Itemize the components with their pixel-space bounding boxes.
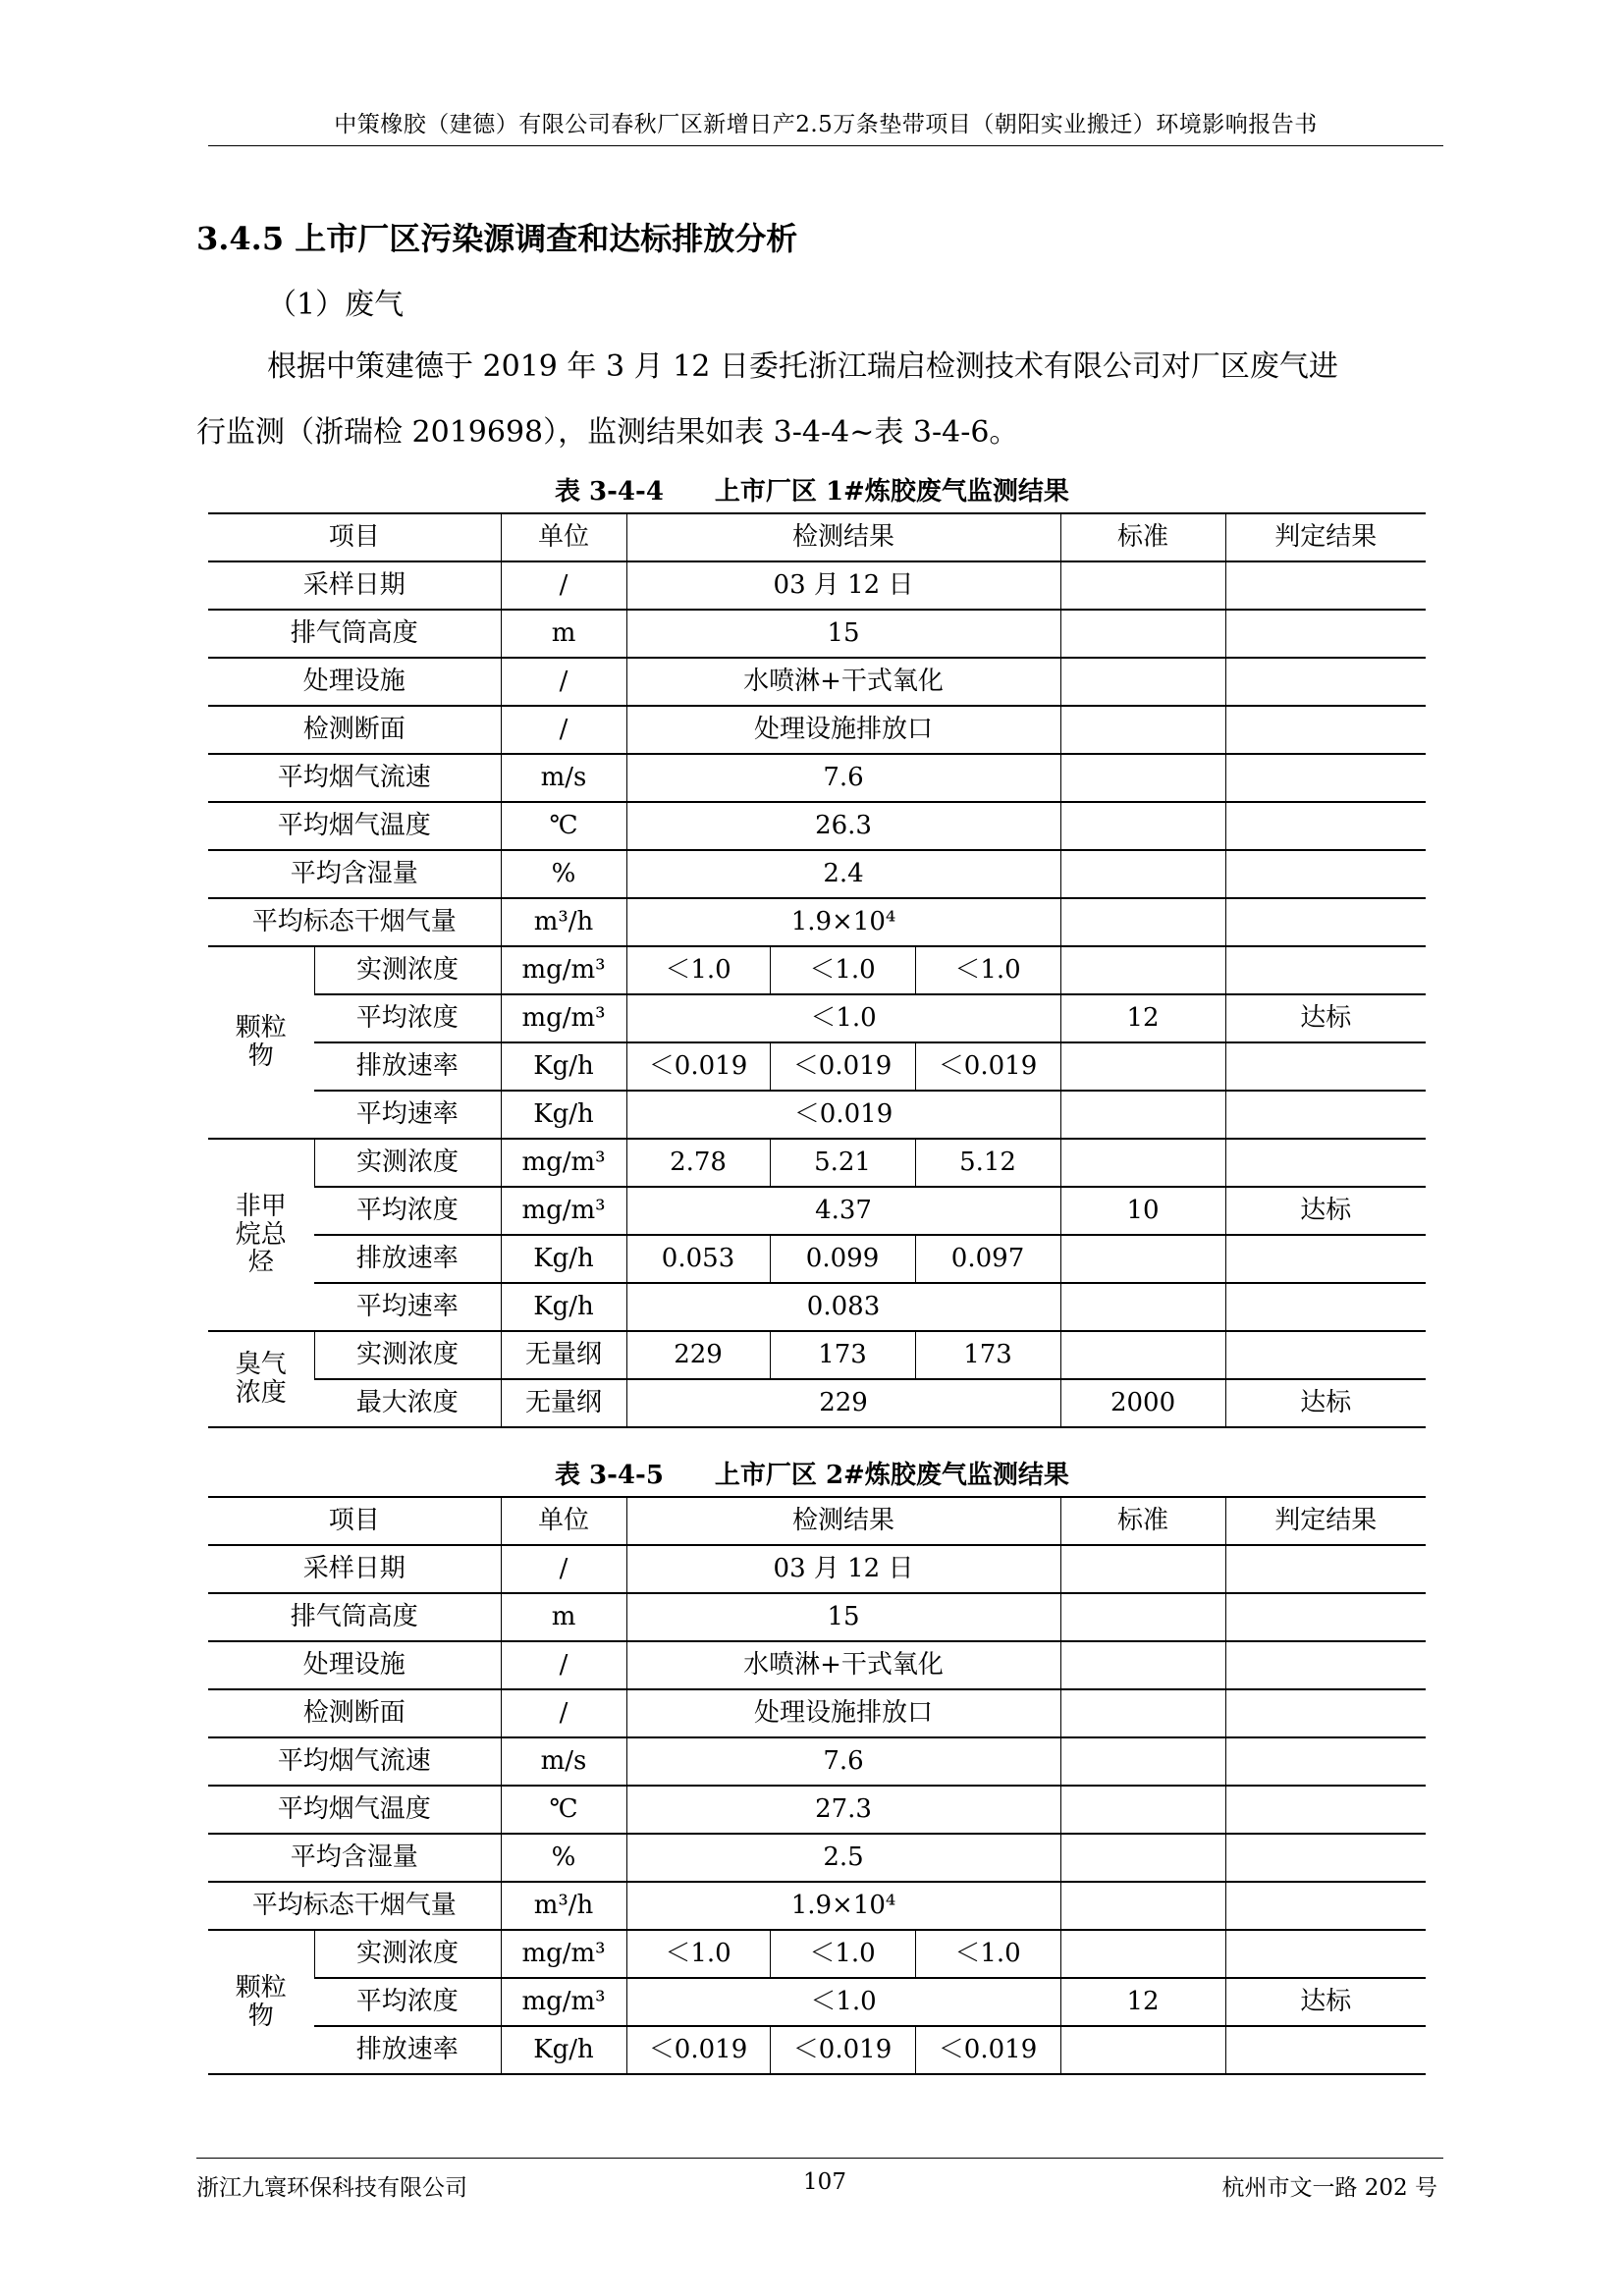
row-result: 03 月 12 日: [626, 1545, 1060, 1593]
table-row: [208, 994, 1426, 1042]
row-unit: ℃: [501, 1786, 626, 1834]
header-unit: 单位: [501, 1497, 626, 1545]
row-unit: mg/m³: [501, 1139, 626, 1187]
row-standard: [1060, 706, 1225, 754]
paragraph-line-2: 行监测（浙瑞检 2019698），监测结果如表 3-4-4~表 3-4-6。: [196, 415, 1019, 450]
table-row: [208, 1042, 1426, 1091]
row-unit: /: [501, 561, 626, 610]
row-item: 平均烟气温度: [208, 1786, 501, 1834]
row-unit: %: [501, 850, 626, 898]
row-judgement: [1225, 1235, 1426, 1283]
row-standard: [1060, 561, 1225, 610]
table-row: [208, 1593, 1426, 1641]
value-2: 173: [770, 1331, 915, 1379]
row-judgement: [1225, 754, 1426, 802]
row-standard: [1060, 658, 1225, 706]
document-header: 中策橡胶（建德）有限公司春秋厂区新增日产2.5万条垫带项目（朝阳实业搬迁）环境影响报告书: [334, 112, 1318, 137]
row-unit: m: [501, 1593, 626, 1641]
row-standard: [1060, 1545, 1225, 1593]
table-1: [208, 512, 1426, 1428]
footer-address: 杭州市文一路 202 号: [1221, 2175, 1437, 2201]
table-1-caption: 表 3-4-4 上市厂区 1#炼胶废气监测结果: [555, 477, 1069, 507]
row-result: 水喷淋+干式氧化: [626, 1641, 1060, 1689]
row-judgement: [1225, 658, 1426, 706]
row-item: 检测断面: [208, 1689, 501, 1737]
group-name: 颗粒物: [235, 1013, 287, 1071]
row-judgement: 达标: [1225, 1379, 1426, 1427]
row-standard: [1060, 1641, 1225, 1689]
row-unit: mg/m³: [501, 1930, 626, 1978]
row-item: 平均标态干烟气量: [208, 1882, 501, 1930]
row-judgement: [1225, 946, 1426, 994]
row-standard: 2000: [1060, 1379, 1225, 1427]
row-unit: Kg/h: [501, 1235, 626, 1283]
value-3: 173: [915, 1331, 1060, 1379]
row-label: 实测浓度: [314, 946, 501, 994]
table-row: [208, 1139, 1426, 1187]
header-result: 检测结果: [626, 1497, 1060, 1545]
row-result: 处理设施排放口: [626, 1689, 1060, 1737]
row-standard: [1060, 946, 1225, 994]
row-standard: 12: [1060, 1978, 1225, 2026]
footer-rule: [196, 2158, 1443, 2159]
header-judgement: 判定结果: [1225, 513, 1426, 561]
table-row: [208, 1235, 1426, 1283]
row-item: 平均标态干烟气量: [208, 898, 501, 946]
row-unit: /: [501, 1545, 626, 1593]
row-standard: [1060, 1834, 1225, 1882]
table-row: [208, 1882, 1426, 1930]
row-unit: 无量纲: [501, 1331, 626, 1379]
value-2: ＜1.0: [770, 1930, 915, 1978]
row-label: 实测浓度: [314, 1331, 501, 1379]
table-row: [208, 754, 1426, 802]
row-result: 1.9×10⁴: [626, 1882, 1060, 1930]
page-number: 107: [803, 2169, 846, 2195]
row-unit: Kg/h: [501, 1042, 626, 1091]
table-row: [208, 1930, 1426, 1978]
value-3: 5.12: [915, 1139, 1060, 1187]
row-standard: [1060, 1689, 1225, 1737]
row-unit: mg/m³: [501, 946, 626, 994]
value-1: ＜0.019: [626, 2026, 770, 2074]
table-row: [208, 1641, 1426, 1689]
row-unit: m/s: [501, 1737, 626, 1786]
row-judgement: [1225, 1882, 1426, 1930]
table-row: [208, 1978, 1426, 2026]
row-judgement: [1225, 1042, 1426, 1091]
row-result: 03 月 12 日: [626, 561, 1060, 610]
value-2: ＜0.019: [770, 2026, 915, 2074]
header-item: 项目: [208, 1497, 501, 1545]
row-unit: m³/h: [501, 1882, 626, 1930]
value-1: ＜1.0: [626, 1930, 770, 1978]
value-3: ＜0.019: [915, 2026, 1060, 2074]
table-header-row: [208, 513, 1426, 561]
row-unit: m/s: [501, 754, 626, 802]
row-item: 排气筒高度: [208, 1593, 501, 1641]
row-label: 平均浓度: [314, 994, 501, 1042]
row-result: ＜1.0: [626, 994, 1060, 1042]
value-1: ＜0.019: [626, 1042, 770, 1091]
row-label: 排放速率: [314, 2026, 501, 2074]
group-particulate: [208, 946, 314, 1139]
row-standard: [1060, 898, 1225, 946]
value-1: 229: [626, 1331, 770, 1379]
table-row: [208, 610, 1426, 658]
value-2: ＜0.019: [770, 1042, 915, 1091]
row-unit: Kg/h: [501, 1283, 626, 1331]
table-row: [208, 1379, 1426, 1427]
row-judgement: [1225, 1331, 1426, 1379]
table-row: [208, 1689, 1426, 1737]
header-unit: 单位: [501, 513, 626, 561]
row-label: 平均浓度: [314, 1978, 501, 2026]
row-standard: [1060, 1283, 1225, 1331]
row-result: ＜1.0: [626, 1978, 1060, 2026]
section-subtitle: （1）废气: [267, 288, 405, 322]
table-row: [208, 1545, 1426, 1593]
row-standard: 10: [1060, 1187, 1225, 1235]
table-row: [208, 898, 1426, 946]
table-row: [208, 658, 1426, 706]
row-result: 7.6: [626, 754, 1060, 802]
value-3: ＜1.0: [915, 1930, 1060, 1978]
row-unit: /: [501, 706, 626, 754]
row-result: 0.083: [626, 1283, 1060, 1331]
row-label: 排放速率: [314, 1235, 501, 1283]
row-standard: [1060, 1139, 1225, 1187]
row-judgement: 达标: [1225, 1187, 1426, 1235]
row-judgement: [1225, 2026, 1426, 2074]
row-standard: [1060, 1593, 1225, 1641]
header-standard: 标准: [1060, 513, 1225, 561]
group-nmhc: [208, 1139, 314, 1331]
row-standard: 12: [1060, 994, 1225, 1042]
table-row: [208, 850, 1426, 898]
paragraph-line-1: 根据中策建德于 2019 年 3 月 12 日委托浙江瑞启检测技术有限公司对厂区废气进: [267, 349, 1338, 384]
header-result: 检测结果: [626, 513, 1060, 561]
row-result: ＜0.019: [626, 1091, 1060, 1139]
table-2: [208, 1496, 1426, 2075]
value-2: 5.21: [770, 1139, 915, 1187]
group-name: 颗粒物: [235, 1972, 287, 2031]
row-unit: /: [501, 1689, 626, 1737]
row-standard: [1060, 1786, 1225, 1834]
row-unit: Kg/h: [501, 1091, 626, 1139]
row-result: 26.3: [626, 802, 1060, 850]
row-result: 7.6: [626, 1737, 1060, 1786]
row-judgement: [1225, 802, 1426, 850]
row-judgement: [1225, 1641, 1426, 1689]
row-label: 平均速率: [314, 1091, 501, 1139]
value-3: ＜1.0: [915, 946, 1060, 994]
row-label: 实测浓度: [314, 1930, 501, 1978]
row-item: 平均烟气温度: [208, 802, 501, 850]
row-result: 27.3: [626, 1786, 1060, 1834]
table-row: [208, 706, 1426, 754]
row-result: 水喷淋+干式氧化: [626, 658, 1060, 706]
row-judgement: [1225, 1786, 1426, 1834]
row-judgement: [1225, 706, 1426, 754]
row-unit: mg/m³: [501, 994, 626, 1042]
table-row: [208, 1331, 1426, 1379]
row-label: 平均浓度: [314, 1187, 501, 1235]
row-result: 1.9×10⁴: [626, 898, 1060, 946]
table-row: [208, 561, 1426, 610]
row-unit: %: [501, 1834, 626, 1882]
value-2: 0.099: [770, 1235, 915, 1283]
row-item: 处理设施: [208, 1641, 501, 1689]
row-judgement: [1225, 1139, 1426, 1187]
table-row: [208, 946, 1426, 994]
value-1: ＜1.0: [626, 946, 770, 994]
row-judgement: 达标: [1225, 1978, 1426, 2026]
table-row: [208, 1834, 1426, 1882]
row-standard: [1060, 610, 1225, 658]
footer-company: 浙江九寰环保科技有限公司: [196, 2175, 467, 2201]
row-judgement: 达标: [1225, 994, 1426, 1042]
row-standard: [1060, 1331, 1225, 1379]
row-unit: mg/m³: [501, 1978, 626, 2026]
row-standard: [1060, 850, 1225, 898]
row-standard: [1060, 2026, 1225, 2074]
table-row: [208, 802, 1426, 850]
group-particulate: [208, 1930, 314, 2074]
row-label: 排放速率: [314, 1042, 501, 1091]
row-judgement: [1225, 850, 1426, 898]
row-judgement: [1225, 610, 1426, 658]
table-2-caption: 表 3-4-5 上市厂区 2#炼胶废气监测结果: [555, 1461, 1069, 1490]
row-label: 最大浓度: [314, 1379, 501, 1427]
table-row: [208, 2026, 1426, 2074]
row-judgement: [1225, 1737, 1426, 1786]
header-rule: [208, 145, 1443, 146]
row-standard: [1060, 1042, 1225, 1091]
row-judgement: [1225, 1834, 1426, 1882]
row-item: 采样日期: [208, 561, 501, 610]
row-judgement: [1225, 1283, 1426, 1331]
table-row: [208, 1737, 1426, 1786]
row-item: 平均烟气流速: [208, 1737, 501, 1786]
header-judgement: 判定结果: [1225, 1497, 1426, 1545]
row-standard: [1060, 1091, 1225, 1139]
row-unit: 无量纲: [501, 1379, 626, 1427]
table-row: [208, 1187, 1426, 1235]
value-3: ＜0.019: [915, 1042, 1060, 1091]
value-1: 0.053: [626, 1235, 770, 1283]
row-result: 4.37: [626, 1187, 1060, 1235]
row-judgement: [1225, 898, 1426, 946]
row-item: 处理设施: [208, 658, 501, 706]
row-item: 检测断面: [208, 706, 501, 754]
row-unit: /: [501, 1641, 626, 1689]
row-judgement: [1225, 1930, 1426, 1978]
table-row: [208, 1786, 1426, 1834]
value-2: ＜1.0: [770, 946, 915, 994]
group-odor: [208, 1331, 314, 1427]
row-standard: [1060, 802, 1225, 850]
row-standard: [1060, 1737, 1225, 1786]
row-unit: m: [501, 610, 626, 658]
row-result: 2.5: [626, 1834, 1060, 1882]
value-3: 0.097: [915, 1235, 1060, 1283]
table-row: [208, 1091, 1426, 1139]
row-judgement: [1225, 561, 1426, 610]
row-standard: [1060, 1930, 1225, 1978]
row-result: 15: [626, 610, 1060, 658]
row-judgement: [1225, 1689, 1426, 1737]
table-row: [208, 1283, 1426, 1331]
row-result: 15: [626, 1593, 1060, 1641]
row-label: 平均速率: [314, 1283, 501, 1331]
value-1: 2.78: [626, 1139, 770, 1187]
row-judgement: [1225, 1091, 1426, 1139]
row-unit: mg/m³: [501, 1187, 626, 1235]
header-item: 项目: [208, 513, 501, 561]
row-standard: [1060, 1235, 1225, 1283]
row-unit: Kg/h: [501, 2026, 626, 2074]
row-item: 平均烟气流速: [208, 754, 501, 802]
row-result: 2.4: [626, 850, 1060, 898]
row-item: 平均含湿量: [208, 850, 501, 898]
row-unit: m³/h: [501, 898, 626, 946]
row-result: 229: [626, 1379, 1060, 1427]
header-standard: 标准: [1060, 1497, 1225, 1545]
table-header-row: [208, 1497, 1426, 1545]
row-unit: /: [501, 658, 626, 706]
row-result: 处理设施排放口: [626, 706, 1060, 754]
group-name: 非甲烷总烃: [235, 1192, 287, 1278]
row-judgement: [1225, 1593, 1426, 1641]
group-name: 臭气浓度: [235, 1350, 287, 1408]
row-item: 平均含湿量: [208, 1834, 501, 1882]
row-item: 排气筒高度: [208, 610, 501, 658]
row-item: 采样日期: [208, 1545, 501, 1593]
row-judgement: [1225, 1545, 1426, 1593]
row-standard: [1060, 1882, 1225, 1930]
row-unit: ℃: [501, 802, 626, 850]
row-standard: [1060, 754, 1225, 802]
section-title: 3.4.5 上市厂区污染源调查和达标排放分析: [196, 220, 798, 257]
row-label: 实测浓度: [314, 1139, 501, 1187]
